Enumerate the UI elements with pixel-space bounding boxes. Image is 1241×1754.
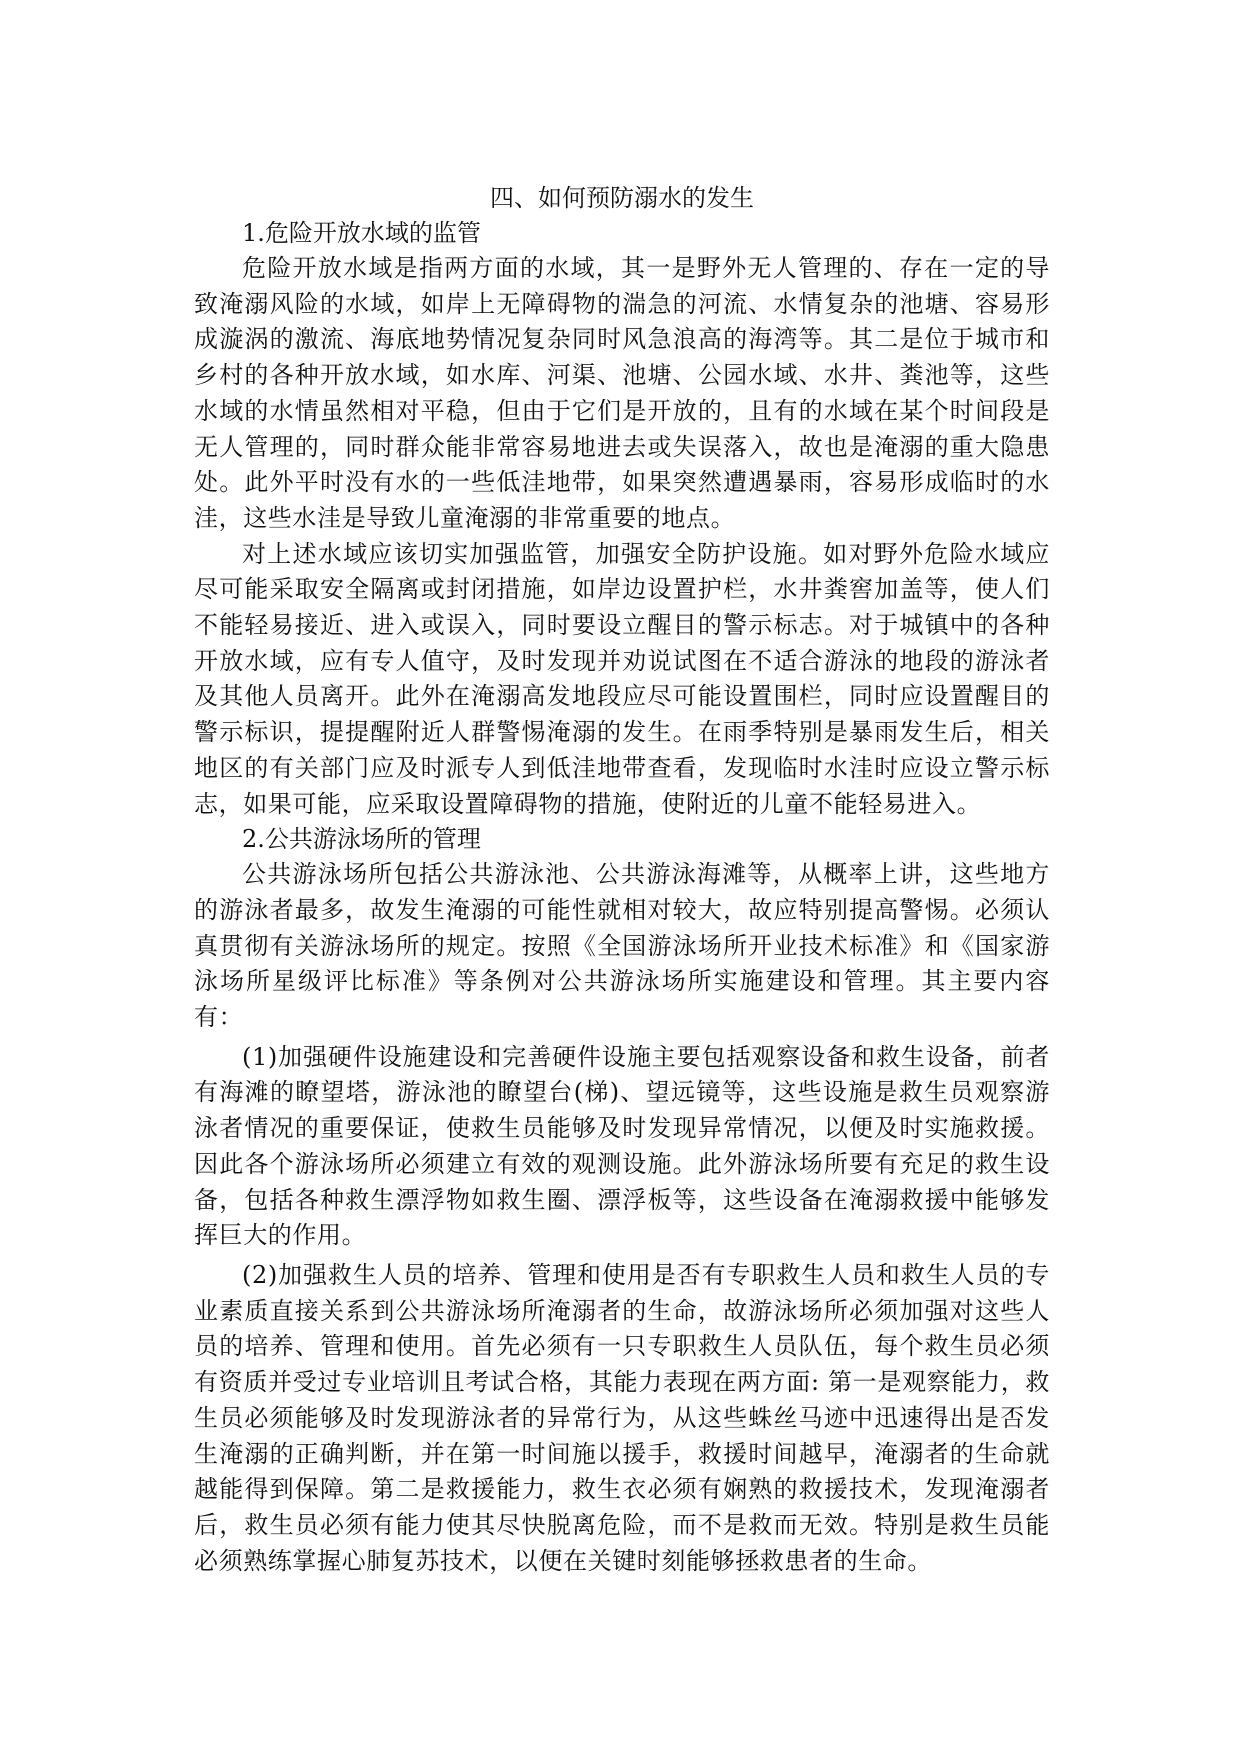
document-page bbox=[194, 181, 1050, 1579]
paragraph: (1)加强硬件设施建设和完善硬件设施主要包括观察设备和救生设备，前者有海滩的瞭望塔，游泳池的瞭望台(梯)、望远镜等，这些设施是救生员观察游泳者情况的重要保证，使救生员能够及时发现异常情况，以便及时实施救援。因此各个游泳场所必须建立有效的观测设施。此外游泳场所要有充足的救生设备，包括各种救生漂浮物如救生圈、漂浮板等，这些设备在淹溺救援中能够发挥巨大的作用。 bbox=[194, 1042, 1050, 1250]
section-heading-1: 1.危险开放水域的监管 bbox=[242, 219, 481, 247]
section-heading-2: 2.公共游泳场所的管理 bbox=[242, 825, 481, 854]
paragraph: (2)加强救生人员的培养、管理和使用是否有专职救生人员和救生人员的专业素质直接关系到公共游泳场所淹溺者的生命，故游泳场所必须加强对这些人员的培养、管理和使用。首先必须有一只专职救生人员队伍，每个救生员必须有资质并受过专业培训且考试合格，其能力表现在两方面: 第一是观察能力，救生员必须能够及时发现游泳者的异常行为，从这些蛛丝马迹中迅速得出是否发生淹溺的正确判断，并在第一时间施以援手，救援时间越早，淹溺者的生命就越能得到保障。第二是救援能力，救生衣必须有娴熟的救援技术，发现淹溺者后，救生员必须有能力使其尽快脱离危险，而不是救而无效。特别是救生员能必须熟练掌握心肺复苏技术，以便在关键时刻能够拯救患者的生命。 bbox=[194, 1260, 1050, 1575]
paragraph: 公共游泳场所包括公共游泳池、公共游泳海滩等，从概率上讲，这些地方的游泳者最多，故发生淹溺的可能性就相对较大，故应特别提高警惕。必须认真贯彻有关游泳场所的规定。按照《全国游泳场所开业技术标准》和《国家游泳场所星级评比标准》等条例对公共游泳场所实施建设和管理。其主要内容有： bbox=[194, 860, 1050, 1032]
paragraph: 危险开放水域是指两方面的水域，其一是野外无人管理的、存在一定的导致淹溺风险的水域，如岸上无障碍物的湍急的河流、水情复杂的池塘、容易形成漩涡的激流、海底地势情况复杂同时风急浪高的海湾等。其二是位于城市和乡村的各种开放水域，如水库、河渠、池塘、公园水域、水井、粪池等，这些水域的水情虽然相对平稳，但由于它们是开放的，且有的水域在某个时间段是无人管理的，同时群众能非常容易地进去或失误落入，故也是淹溺的重大隐患处。此外平时没有水的一些低洼地带，如果突然遭遇暴雨，容易形成临时的水洼，这些水洼是导致儿童淹溺的非常重要的地点。 bbox=[194, 254, 1050, 532]
document-title: 四、如何预防溺水的发生 bbox=[490, 184, 754, 212]
paragraph: 对上述水域应该切实加强监管，加强安全防护设施。如对野外危险水域应尽可能采取安全隔离或封闭措施，如岸边设置护栏，水井粪窖加盖等，使人们不能轻易接近、进入或误入，同时要设立醒目的警示标志。对于城镇中的各种开放水域，应有专人值守，及时发现并劝说试图在不适合游泳的地段的游泳者及其他人员离开。此外在淹溺高发地段应尽可能设置围栏，同时应设置醒目的警示标识，提提醒附近人群警惕淹溺的发生。在雨季特别是暴雨发生后，相关地区的有关部门应及时派专人到低洼地带查看，发现临时水洼时应设立警示标志，如果可能，应采取设置障碍物的措施，使附近的儿童不能轻易进入。 bbox=[194, 539, 1050, 818]
